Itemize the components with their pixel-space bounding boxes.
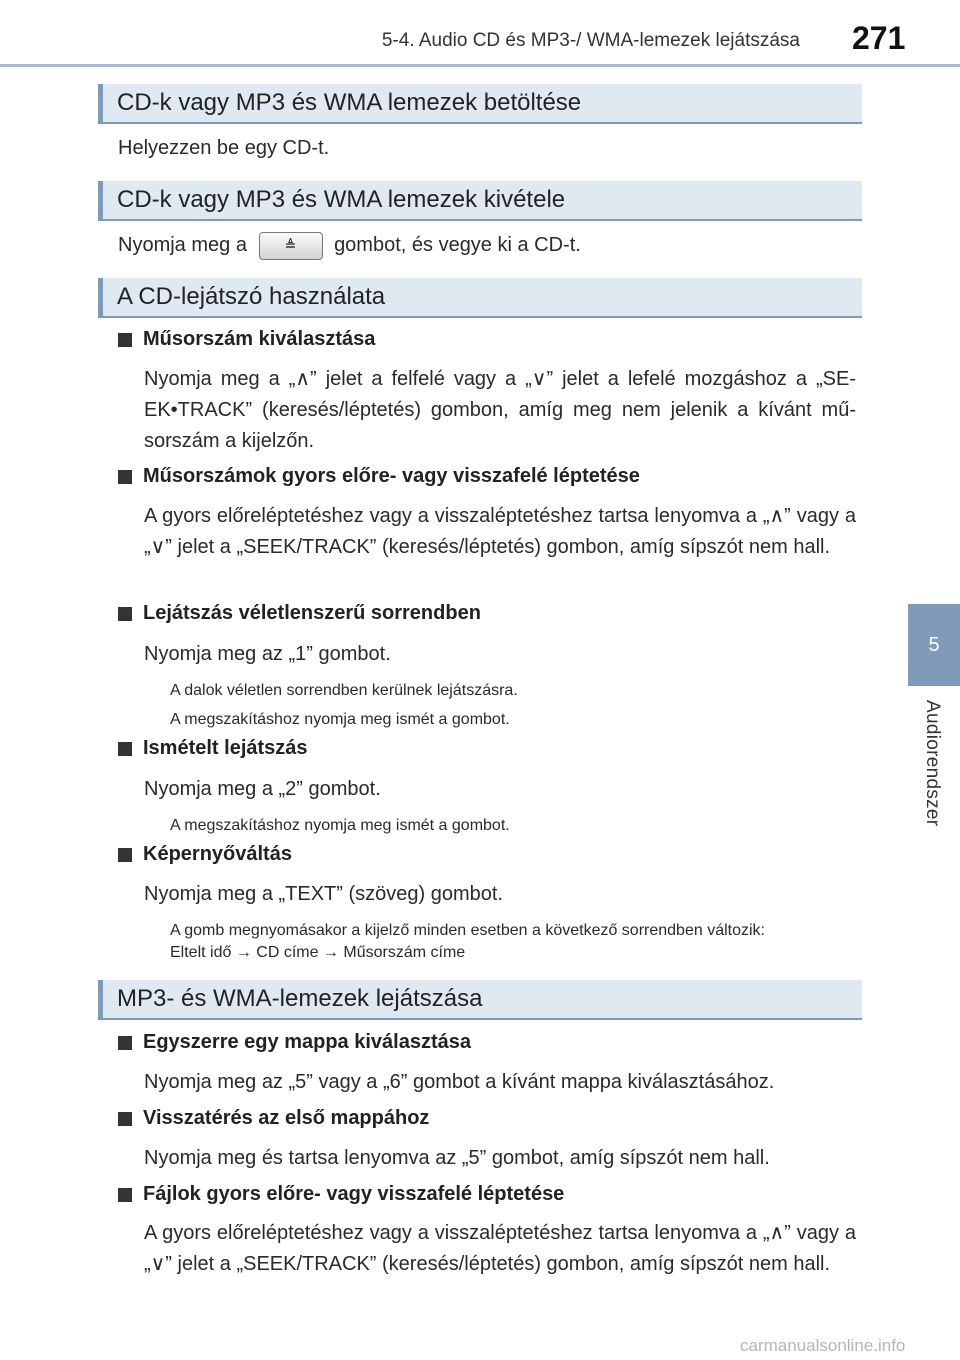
eject-text [118,230,581,261]
repeat-text: Nyomja meg a „2” gombot. [144,778,381,800]
eject-glyph: ≜ [284,237,297,254]
subheading-folder-select [118,1031,471,1054]
subheading-first-folder [118,1107,429,1130]
folder-select-text: Nyomja meg az „5” vagy a „6” gombot a kívánt mappa kiválasztásához. [144,1071,775,1093]
page-number: 271 [852,20,906,56]
subheading-random [118,602,481,625]
subheading-label: Fájlok gyors előre- vagy visszafelé léptetése [143,1183,565,1205]
section-heading-load: CD-k vagy MP3 és WMA lemezek betöltése [98,84,862,124]
display-text: Nyomja meg a „TEXT” (szöveg) gombot. [144,883,503,905]
load-text: Helyezzen be egy CD-t. [118,137,330,159]
bullet-square-icon [118,470,132,484]
display-note-1: A gomb megnyomásakor a kijelző minden esetben a következő sorrendben változik: [170,922,765,939]
eject-button-icon [259,232,323,260]
subheading-file-skip [118,1183,564,1206]
subheading-display [118,843,292,866]
subheading-label: Egyszerre egy mappa kiválasztása [143,1031,471,1053]
random-note-1: A dalok véletlen sorrendben kerülnek lejátszásra. [170,682,518,699]
fast-skip-text: A gyors előreléptetéshez vagy a visszaléptetéshez tartsa lenyomva a „∧” vagy a „∨” jelet a „SEEK/TRACK” (keresés/léptetés) gombon, amíg sípszót nem hall. [144,505,856,558]
subheading-label: Ismételt lejátszás [143,737,308,759]
subheading-label: Műsorszámok gyors előre- vagy visszafelé léptetése [143,465,640,487]
chapter-tab: 5 [908,604,960,686]
random-text: Nyomja meg az „1” gombot. [144,643,391,665]
subheading-label: Műsorszám kiválasztása [143,328,376,350]
chapter-label: Audiorendszer [922,700,943,827]
section-heading-eject: CD-k vagy MP3 és WMA lemezek kivétele [98,181,862,221]
subheading-label: Képernyőváltás [143,843,292,865]
bullet-square-icon [118,1036,132,1050]
first-folder-text: Nyomja meg és tartsa lenyomva az „5” gombot, amíg sípszót nem hall. [144,1147,770,1169]
section-heading-player: A CD-lejátszó használata [98,278,862,318]
watermark: carmanualsonline.info [740,1336,906,1355]
subheading-label: Visszatérés az első mappához [143,1107,430,1129]
bullet-square-icon [118,742,132,756]
header-rule [0,64,960,67]
subheading-repeat [118,737,308,760]
subheading-label: Lejátszás véletlenszerű sorrendben [143,602,481,624]
eject-text-after: gombot, és vegye ki a CD-t. [334,234,581,256]
running-header: 5-4. Audio CD és MP3-/ WMA-lemezek lejátszása [381,30,800,51]
subheading-track-select [118,328,375,351]
subheading-fast-skip [118,465,640,488]
section-heading-mp3: MP3- és WMA-lemezek lejátszása [98,980,862,1020]
file-skip-text: A gyors előreléptetéshez vagy a visszaléptetéshez tartsa lenyomva a „∧” vagy a „∨” jelet a „SEEK/TRACK” (keresés/léptetés) gombon, amíg sípszót nem hall. [144,1222,856,1275]
track-select-text: Nyomja meg a „∧” jelet a felfelé vagy a „∨” jelet a lefelé mozgáshoz a „SE-EK•TRACK” (keresés/léptetés) gombon, amíg meg nem jelenik a kívánt mű-sorszám a kijelzőn. [144,368,856,452]
bullet-square-icon [118,333,132,347]
display-note-2: Eltelt idő → CD címe → Műsorszám címe [170,944,466,961]
bullet-square-icon [118,1112,132,1126]
eject-text-before: Nyomja meg a [118,234,247,256]
random-note-2: A megszakításhoz nyomja meg ismét a gombot. [170,711,510,728]
bullet-square-icon [118,607,132,621]
bullet-square-icon [118,1188,132,1202]
bullet-square-icon [118,848,132,862]
repeat-note-1: A megszakításhoz nyomja meg ismét a gombot. [170,817,510,834]
